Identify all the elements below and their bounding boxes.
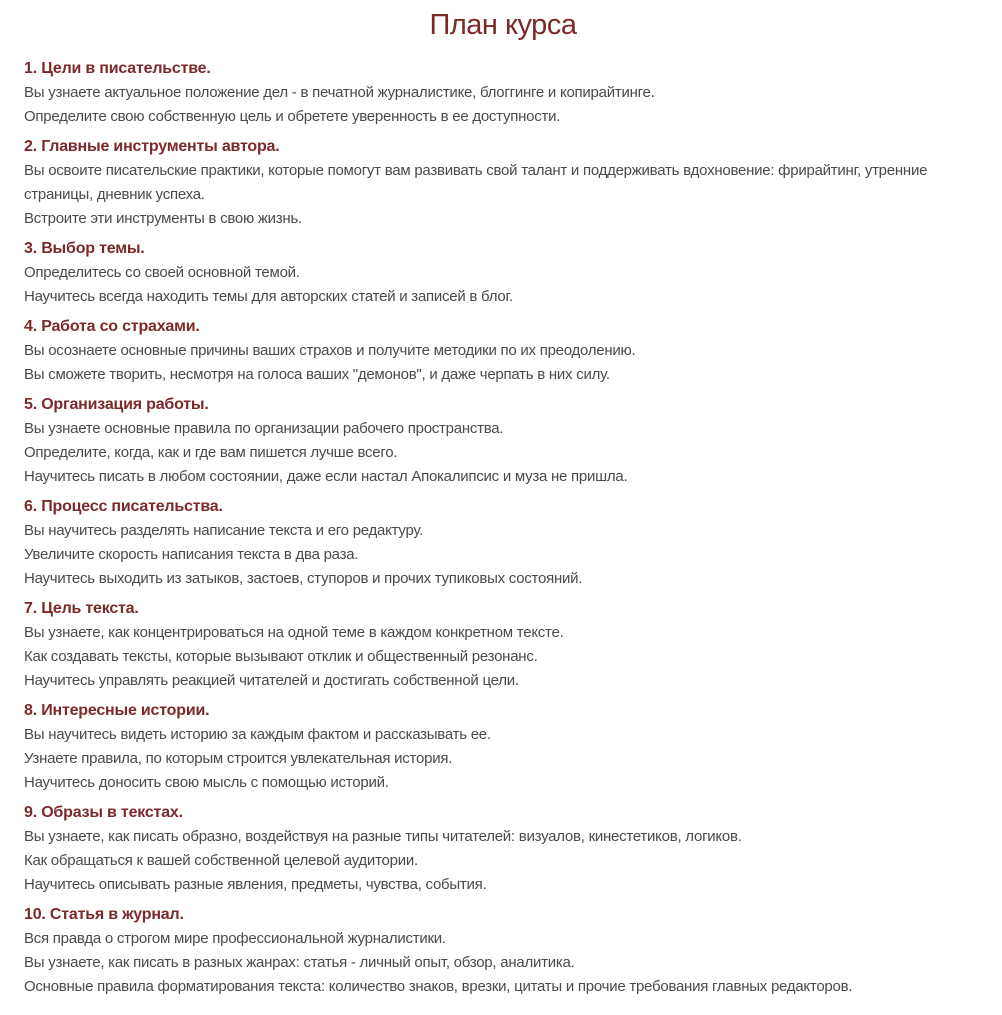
course-plan [24,57,982,999]
section-heading: 10. Статья в журнал. [24,905,184,923]
section-heading: 4. Работа со страхами. [24,317,200,335]
course-section [24,801,982,897]
section-lines [24,81,982,129]
course-section [24,57,982,129]
section-line: Научитесь описывать разные явления, предметы, чувства, события. [24,875,487,893]
section-line: Вы осознаете основные причины ваших страхов и получите методики по их преодолению. [24,341,636,359]
section-heading: 2. Главные инструменты автора. [24,137,280,155]
section-lines [24,339,982,387]
section-line: Вы узнаете, как концентрироваться на одной теме в каждом конкретном тексте. [24,623,564,641]
section-lines [24,417,982,489]
section-lines [24,825,982,897]
section-heading: 9. Образы в текстах. [24,803,183,821]
section-line: Вы узнаете основные правила по организации рабочего пространства. [24,419,504,437]
page-title: План курса [429,9,577,41]
section-line: Как обращаться к вашей собственной целевой аудитории. [24,851,418,869]
section-lines [24,519,982,591]
section-line: Научитесь писать в любом состоянии, даже если настал Апокалипсис и муза не пришла. [24,467,628,485]
section-line: Основные правила форматирования текста: количество знаков, врезки, цитаты и прочие требования главных редакторов. [24,977,853,995]
section-heading: 8. Интересные истории. [24,701,210,719]
section-line: Вы освоите писательские практики, которые помогут вам развивать свой талант и поддерживать вдохновение: фрирайтинг, утренние страницы, дневник успеха. [24,161,928,203]
course-section [24,315,982,387]
course-section [24,237,982,309]
section-heading: 6. Процесс писательства. [24,497,223,515]
course-section [24,597,982,693]
course-section [24,903,982,999]
section-lines [24,261,982,309]
section-line: Вы узнаете, как писать образно, воздействуя на разные типы читателей: визуалов, кинестетиков, логиков. [24,827,742,845]
section-line: Научитесь выходить из затыков, застоев, ступоров и прочих тупиковых состояний. [24,569,583,587]
section-lines [24,723,982,795]
section-line: Вся правда о строгом мире профессиональной журналистики. [24,929,446,947]
section-heading: 7. Цель текста. [24,599,139,617]
section-heading: 5. Организация работы. [24,395,209,413]
section-line: Определите свою собственную цель и обретете уверенность в ее доступности. [24,107,561,125]
course-section [24,135,982,231]
section-line: Определите, когда, как и где вам пишется лучше всего. [24,443,398,461]
section-heading: 3. Выбор темы. [24,239,145,257]
section-line: Вы научитесь видеть историю за каждым фактом и рассказывать ее. [24,725,491,743]
section-line: Вы сможете творить, несмотря на голоса ваших "демонов", и даже черпать в них силу. [24,365,610,383]
section-line: Научитесь всегда находить темы для авторских статей и записей в блог. [24,287,513,305]
section-line: Научитесь доносить свою мысль с помощью историй. [24,773,389,791]
section-line: Вы узнаете актуальное положение дел - в печатной журналистике, блоггинге и копирайтинге. [24,83,655,101]
section-line: Определитесь со своей основной темой. [24,263,300,281]
section-heading: 1. Цели в писательстве. [24,59,211,77]
course-section [24,393,982,489]
section-line: Вы узнаете, как писать в разных жанрах: статья - личный опыт, обзор, аналитика. [24,953,575,971]
section-line: Вы научитесь разделять написание текста и его редактуру. [24,521,424,539]
section-line: Узнаете правила, по которым строится увлекательная история. [24,749,453,767]
course-section [24,699,982,795]
course-section [24,495,982,591]
section-line: Научитесь управлять реакцией читателей и достигать собственной цели. [24,671,519,689]
section-lines [24,621,982,693]
section-line: Встроите эти инструменты в свою жизнь. [24,209,302,227]
section-lines [24,159,982,231]
section-lines [24,927,982,999]
section-line: Увеличите скорость написания текста в два раза. [24,545,359,563]
section-line: Как создавать тексты, которые вызывают отклик и общественный резонанс. [24,647,538,665]
